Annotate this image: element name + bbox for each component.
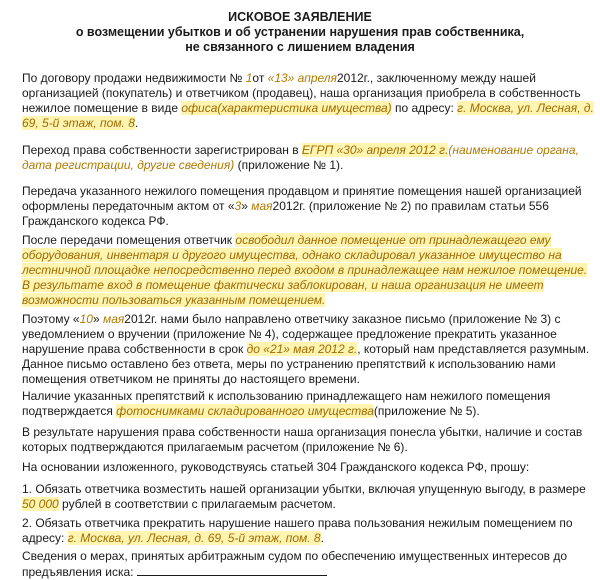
paragraph-request-2: 2. Обязать ответчика прекратить нарушение нашего права пользования нежилым помещением по адресу: г. Москва, ул. Лесная, д. 69, 5-й этаж, пом. 8. (22, 516, 573, 545)
property-address-part-1: г. Москва, ул. Лесная, д. (457, 101, 594, 115)
contract-number: 1 (245, 71, 253, 85)
paragraph-obstruction: После передачи помещения ответчик освободил данное помещение от принадлежащего ему оборудования, инвентаря и другого имущества, однако складировал указанное имущество на лестничной площадке непосредственно перед входом в принадлежащее нам нежилое помещение. В результате вход в помещение фактически заблокирован, и наша организация не имеет возможности пользоваться указанным помещением. (22, 233, 588, 307)
property-description: офиса(характеристика имущества) (181, 101, 392, 115)
paragraph-interim-measures: Сведения о мерах, принятых арбитражным судом по обеспечению имущественных интересов до предъявления иска: (22, 549, 568, 579)
act-month: мая (251, 199, 273, 213)
document-header (0, 10, 600, 55)
fill-in-line[interactable] (137, 564, 327, 576)
property-address-part-2: 69, 5-й этаж, пом. 8 (22, 116, 135, 130)
document-title: ИСКОВОЕ ЗАЯВЛЕНИЕ (228, 10, 372, 24)
letter-day: 10 (79, 312, 93, 326)
document-subtitle-line-2: не связанного с лишением владения (185, 40, 415, 54)
photo-evidence: фотоснимками складированного имущества (116, 404, 374, 418)
registration-date: ЕГРП «30» апреля 2012 г. (301, 143, 449, 157)
paragraph-damages: В результате нарушения права собственности наша организация понесла убытки, наличие и состав которых подтверждаются прилагаемым расчетом (приложение № 6). (22, 425, 583, 454)
paragraph-request-intro: На основании изложенного, руководствуясь статьей 304 Гражданского кодекса РФ, прошу: (22, 460, 530, 474)
paragraph-contract: По договору продажи недвижимости № 1от «13» апреля2012г., заключенному между нашей организацией (покупатель) и ответчиком (продавец), наша организация приобрела в собственность нежилое помещение в виде офиса(характеристика имущества) по адресу: г. Москва, ул. Лесная, д. 69, 5-й этаж, пом. 8. (22, 71, 594, 130)
damages-amount: 50 000 (22, 497, 59, 511)
property-address: г. Москва, ул. Лесная, д. 69, 5-й этаж, пом. 8 (67, 531, 321, 545)
letter-month: мая (102, 312, 125, 326)
act-day: 3 (234, 199, 242, 213)
paragraph-transfer-act: Передача указанного нежилого помещения продавцом и принятие помещения нашей организацией оформлены передаточным актом от «3» мая2012г. (приложение № 2) по правилам статьи 556 Гражданского кодекса РФ. (22, 184, 582, 228)
paragraph-registration: Переход права собственности зарегистрирован в ЕГРП «30» апреля 2012 г.(наименование органа, дата регистрации, другие сведения) (приложение № 1). (22, 143, 579, 172)
paragraph-evidence: Наличие указанных препятствий к использованию принадлежащего нам нежилого помещения подтверждается фотоснимками складированного имущества(приложение № 5). (22, 389, 551, 418)
paragraph-letter: Поэтому «10» мая2012г. нами было направлено ответчику заказное письмо (приложение № 3) с уведомлением о вручении (приложение № 4), содержащее предложение прекратить указанное нарушение права собственности в срок до «21» мая 2012 г., который нам представляется разумным. Данное письмо оставлено без ответа, меры по устранению препятствий к использованию нами помещения ответчиком не приняты до настоящего времени. (22, 312, 590, 386)
deadline-date: до «21» мая 2012 г. (246, 342, 358, 356)
document-subtitle-line-1: о возмещении убытков и об устранении нарушения прав собственника, (75, 25, 525, 39)
contract-date: «13» апреля (267, 71, 337, 85)
paragraph-request-1: 1. Обязать ответчика возместить нашей организации убытки, включая упущенную выгоду, в размере 50 000 рублей в соответствии с прилагаемым расчетом. (22, 482, 586, 511)
